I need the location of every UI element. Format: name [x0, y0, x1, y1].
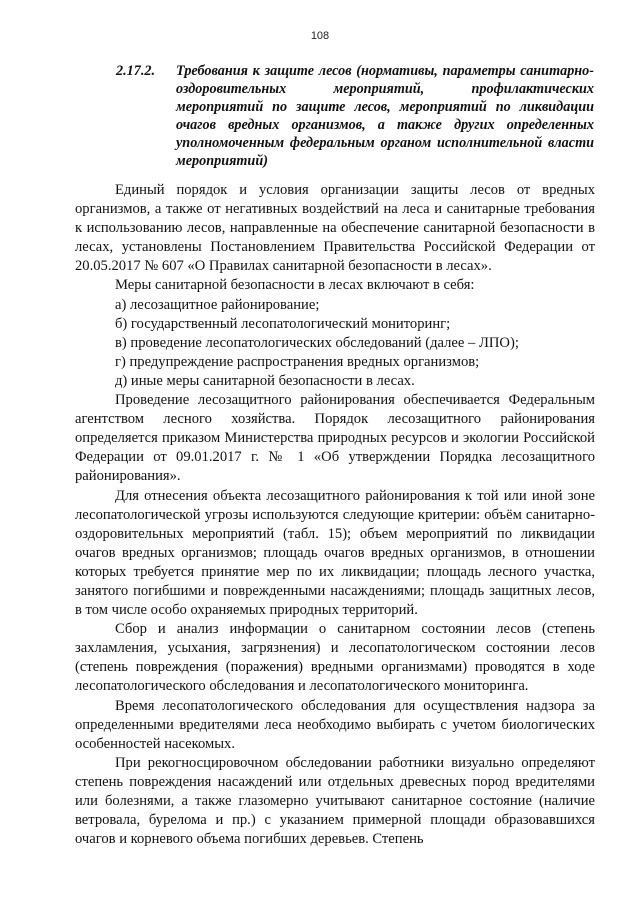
section-heading — [116, 62, 594, 170]
list-item-b: б) государственный лесопатологический мониторинг; — [115, 315, 451, 332]
list-item-e: д) иные меры санитарной безопасности в лесах. — [115, 372, 415, 389]
paragraph-sanitary-rules: Единый порядок и условия организации защиты лесов от вредных организмов, а также от негативных воздействий на леса и санитарные требования к использованию лесов, направленные на обеспечение санитарной безопасности в лесах, установлены Постановлением Правительства Российской Федерации от 20.05.2017 № 607 «О Правилах санитарной безопасности в лесах». — [75, 182, 595, 275]
paragraph-measures-intro: Меры санитарной безопасности в лесах включают в себя: — [115, 277, 475, 294]
paragraph-zoning: Проведение лесозащитного районирования обеспечивается Федеральным агентством лесного хозяйства. Порядок лесозащитного районирования определяется приказом Министерства природных ресурсов и экологии Российской Федерации от 09.01.2017 г. № 1 «Об утверждении Порядка лесозащитного районирования». — [75, 392, 595, 485]
list-item-d: г) предупреждение распространения вредных организмов; — [115, 353, 480, 370]
list-item-a: а) лесозащитное районирование; — [115, 296, 320, 313]
paragraph-survey-timing: Время лесопатологического обследования для осуществления надзора за определенными вредителями леса необходимо выбирать с учетом биологических особенностей насекомых. — [75, 697, 595, 752]
paragraph-criteria: Для отнесения объекта лесозащитного районирования к той или иной зоне лесопатологической угрозы используются следующие критерии: объём санитарно-оздоровительных мероприятий (табл. 15); объем мероприятий по ликвидации очагов вредных организмов; площадь очагов вредных организмов, в отношении которых требуется принятие мер по их ликвидации; площадь лесного участка, занятого погибшими и поврежденными насаждениями; площадь защитных лесов, в том числе особо охраняемых природных территорий. — [75, 487, 595, 619]
body-text — [75, 181, 595, 849]
paragraph-reconnaissance: При рекогносцировочном обследовании работники визуально определяют степень повреждения насаждений или отдельных древесных пород вредителями или болезнями, а также глазомерно учитывают санитарное состояние (наличие ветровала, бурелома и пр.) с указанием примерной площади образовавшихся очагов и корневого объема погибших деревьев. Степень — [75, 754, 595, 848]
paragraph-info-collection: Сбор и анализ информации о санитарном состоянии лесов (степень захламления, усыхания, загрязнения) и лесопатологическом состоянии лесов (степень повреждения (поражения) вредными организмами) проводятся в ходе лесопатологического обследования и лесопатологического мониторинга. — [75, 621, 595, 695]
section-title: Требования к защите лесов (нормативы, параметры санитарно-оздоровительных мероприятий, профилактических мероприятий по защите лесов, мероприятий по ликвидации очагов вредных организмов, а также других определенных уполномоченным федеральным органом исполнительной власти мероприятий) — [176, 63, 594, 169]
list-item-c: в) проведение лесопатологических обследований (далее – ЛПО); — [115, 334, 519, 351]
page-number: 108 — [310, 30, 330, 42]
section-number: 2.17.2. — [116, 63, 156, 79]
